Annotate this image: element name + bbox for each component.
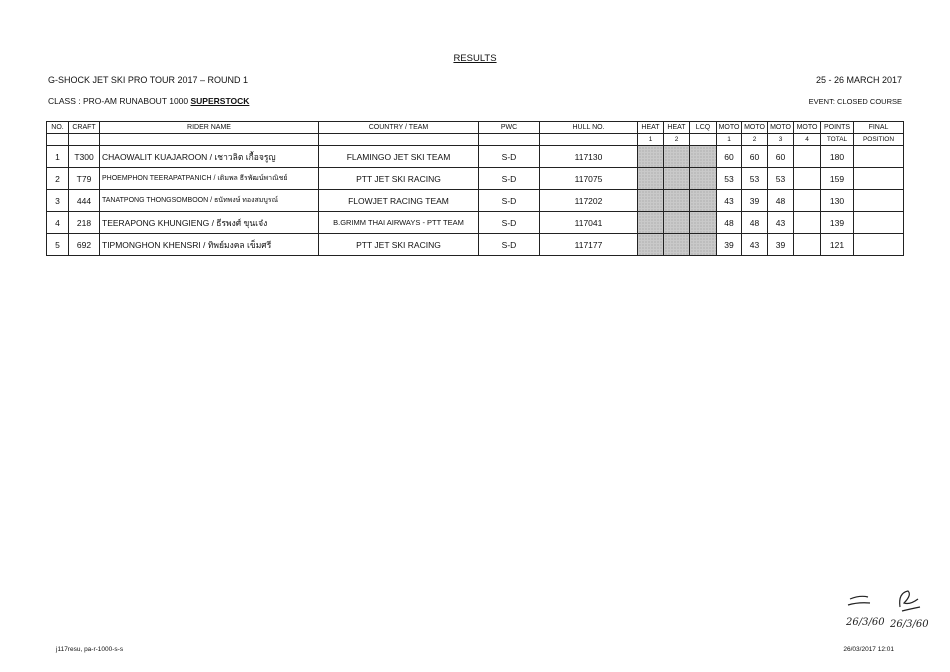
- cell-total: 180: [821, 146, 854, 168]
- cell-rider: CHAOWALIT KUAJAROON / เชาวลิต เกื้อจรูญ: [100, 146, 319, 168]
- cell-rider: PHOEMPHON TEERAPATPANICH / เติมพล ธีรพัฒน์พาณิชย์: [100, 168, 319, 190]
- cell-moto1: 60: [717, 146, 742, 168]
- cell-craft: 218: [69, 212, 100, 234]
- cell-heat1-shaded: [638, 146, 664, 168]
- header-heat1-sub: 1: [638, 134, 664, 146]
- cell-moto4: [794, 190, 821, 212]
- header-craft: CRAFT: [69, 122, 100, 134]
- cell-hull: 117075: [540, 168, 638, 190]
- event-dates: 25 - 26 MARCH 2017: [815, 75, 902, 85]
- cell-moto2: 48: [742, 212, 768, 234]
- cell-rider: TEERAPONG KHUNGIENG / ธีรพงศ์ ขุนเจ๋ง: [100, 212, 319, 234]
- cell-moto1: 53: [717, 168, 742, 190]
- header-moto1-sub: 1: [717, 134, 742, 146]
- cell-final: [854, 168, 904, 190]
- cell-moto3: 48: [768, 190, 794, 212]
- cell-no: 1: [47, 146, 69, 168]
- cell-craft: 692: [69, 234, 100, 256]
- class-prefix: CLASS : PRO-AM RUNABOUT 1000: [48, 96, 191, 106]
- header-hull-sub: [540, 134, 638, 146]
- header-no: NO.: [47, 122, 69, 134]
- cell-moto1: 39: [717, 234, 742, 256]
- table-row: [47, 234, 904, 256]
- cell-heat1-shaded: [638, 190, 664, 212]
- header-no-sub: [47, 134, 69, 146]
- header-heat2-sub: 2: [664, 134, 690, 146]
- cell-moto3: 39: [768, 234, 794, 256]
- header-team: COUNTRY / TEAM: [319, 122, 479, 134]
- table-row: [47, 146, 904, 168]
- cell-hull: 117202: [540, 190, 638, 212]
- cell-moto4: [794, 168, 821, 190]
- cell-total: 139: [821, 212, 854, 234]
- cell-moto4: [794, 146, 821, 168]
- cell-moto2: 43: [742, 234, 768, 256]
- footer-left: j117resu, pa-r-1000-s-s: [56, 646, 124, 653]
- cell-pwc: S-D: [479, 190, 540, 212]
- cell-moto3: 53: [768, 168, 794, 190]
- header-moto3-sub: 3: [768, 134, 794, 146]
- cell-heat2-shaded: [664, 146, 690, 168]
- cell-moto3: 60: [768, 146, 794, 168]
- cell-hull: 117130: [540, 146, 638, 168]
- cell-no: 5: [47, 234, 69, 256]
- cell-no: 4: [47, 212, 69, 234]
- cell-team: FLAMINGO JET SKI TEAM: [319, 146, 479, 168]
- table-row: [47, 190, 904, 212]
- cell-total: 159: [821, 168, 854, 190]
- cell-lcq-shaded: [690, 168, 717, 190]
- cell-heat2-shaded: [664, 168, 690, 190]
- header-heat2: HEAT: [664, 122, 690, 134]
- footer-right: 26/03/2017 12:01: [843, 646, 894, 653]
- cell-moto2: 53: [742, 168, 768, 190]
- header-rider: RIDER NAME: [100, 122, 319, 134]
- cell-hull: 117177: [540, 234, 638, 256]
- cell-lcq-shaded: [690, 212, 717, 234]
- table-row: [47, 168, 904, 190]
- cell-team: FLOWJET RACING TEAM: [319, 190, 479, 212]
- cell-team: PTT JET SKI RACING: [319, 168, 479, 190]
- header-lcq-sub: [690, 134, 717, 146]
- header-hull: HULL NO.: [540, 122, 638, 134]
- header-heat1: HEAT: [638, 122, 664, 134]
- handwritten-signature: [838, 585, 930, 633]
- cell-moto2: 60: [742, 146, 768, 168]
- cell-rider: TIPMONGHON KHENSRI / ทิพย์มงคล เข็มศรี: [100, 234, 319, 256]
- cell-team: B.GRIMM THAI AIRWAYS - PTT TEAM: [319, 212, 479, 234]
- cell-moto1: 48: [717, 212, 742, 234]
- cell-craft: T300: [69, 146, 100, 168]
- header-final: FINAL: [854, 122, 904, 134]
- header-moto2-sub: 2: [742, 134, 768, 146]
- header-lcq: LCQ: [690, 122, 717, 134]
- cell-heat2-shaded: [664, 212, 690, 234]
- document-title: RESULTS: [453, 53, 497, 64]
- cell-lcq-shaded: [690, 190, 717, 212]
- signature-date-right: 26/3/60: [890, 619, 929, 630]
- cell-pwc: S-D: [479, 146, 540, 168]
- cell-lcq-shaded: [690, 146, 717, 168]
- cell-final: [854, 146, 904, 168]
- event-name: G-SHOCK JET SKI PRO TOUR 2017 – ROUND 1: [48, 75, 249, 85]
- signature-date-left: 26/3/60: [846, 617, 885, 628]
- header-craft-sub: [69, 134, 100, 146]
- cell-moto1: 43: [717, 190, 742, 212]
- cell-final: [854, 212, 904, 234]
- cell-heat1-shaded: [638, 212, 664, 234]
- cell-pwc: S-D: [479, 168, 540, 190]
- cell-no: 2: [47, 168, 69, 190]
- header-final-sub: POSITION: [854, 134, 904, 146]
- header-moto4-sub: 4: [794, 134, 821, 146]
- header-moto4: MOTO: [794, 122, 821, 134]
- signature-mark-right: [900, 591, 920, 611]
- cell-craft: 444: [69, 190, 100, 212]
- header-points: POINTS: [821, 122, 854, 134]
- signature-mark-left: [848, 596, 870, 605]
- cell-total: 121: [821, 234, 854, 256]
- header-moto2: MOTO: [742, 122, 768, 134]
- cell-moto4: [794, 234, 821, 256]
- header-moto3: MOTO: [768, 122, 794, 134]
- header-moto1: MOTO: [717, 122, 742, 134]
- event-type: EVENT: CLOSED COURSE: [808, 97, 902, 106]
- table-row: [47, 212, 904, 234]
- cell-no: 3: [47, 190, 69, 212]
- header-rider-sub: [100, 134, 319, 146]
- cell-team: PTT JET SKI RACING: [319, 234, 479, 256]
- cell-rider: TANATPONG THONGSOMBOON / ธนัทพงษ์ ทองสมบูรณ์: [100, 190, 319, 212]
- class-line: [48, 96, 249, 106]
- cell-heat2-shaded: [664, 234, 690, 256]
- cell-heat2-shaded: [664, 190, 690, 212]
- cell-pwc: S-D: [479, 212, 540, 234]
- cell-moto3: 43: [768, 212, 794, 234]
- header-pwc-sub: [479, 134, 540, 146]
- cell-heat1-shaded: [638, 234, 664, 256]
- cell-final: [854, 234, 904, 256]
- results-table: [46, 121, 904, 256]
- header-pwc: PWC: [479, 122, 540, 134]
- header-subrow: [47, 134, 904, 146]
- cell-hull: 117041: [540, 212, 638, 234]
- header-row: [47, 122, 904, 134]
- header-points-sub: TOTAL: [821, 134, 854, 146]
- cell-total: 130: [821, 190, 854, 212]
- cell-craft: T79: [69, 168, 100, 190]
- header-team-sub: [319, 134, 479, 146]
- cell-lcq-shaded: [690, 234, 717, 256]
- class-emphasis: SUPERSTOCK: [190, 96, 250, 106]
- cell-pwc: S-D: [479, 234, 540, 256]
- cell-moto4: [794, 212, 821, 234]
- cell-final: [854, 190, 904, 212]
- cell-moto2: 39: [742, 190, 768, 212]
- cell-heat1-shaded: [638, 168, 664, 190]
